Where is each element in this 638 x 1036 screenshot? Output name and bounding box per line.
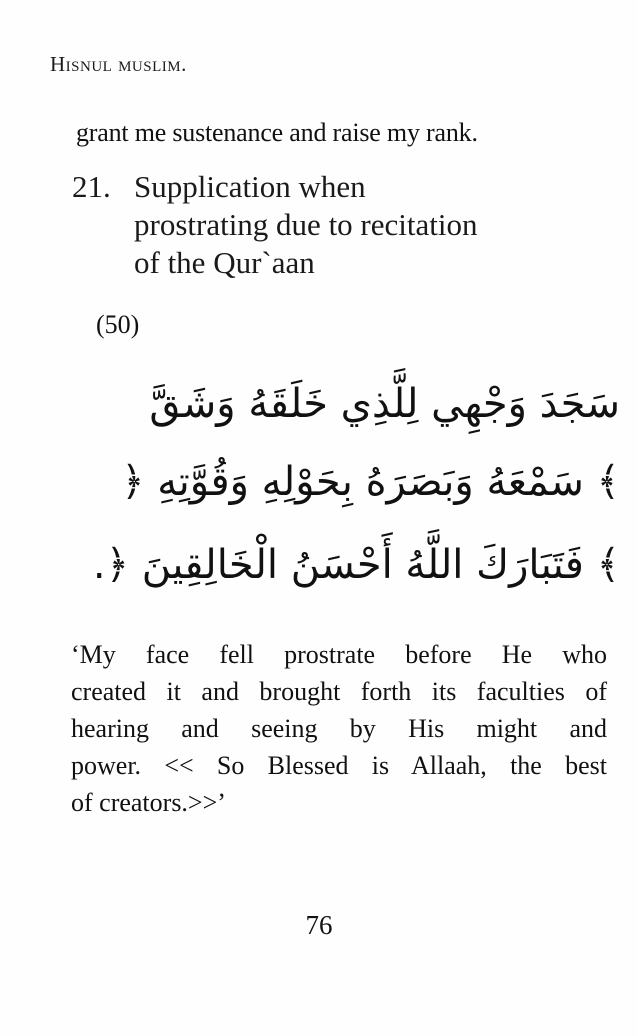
chapter-number: 21. bbox=[72, 169, 111, 204]
arabic-text-line: سَجَدَ وَجْهِي لِلَّذِي خَلَقَهُ وَشَقَّ bbox=[149, 381, 620, 427]
chapter-title-line: Supplication when bbox=[134, 169, 366, 204]
chapter-title-line: prostrating due to recitation bbox=[134, 207, 478, 242]
translation-paragraph bbox=[71, 636, 607, 821]
translation-line: hearing and seeing by His might and bbox=[71, 714, 607, 743]
arabic-text-line: ﴾ فَتَبَارَكَ اللَّهُ أَحْسَنُ الْخَالِقِينَ ﴿. bbox=[92, 542, 620, 588]
chapter-heading bbox=[72, 168, 592, 282]
translation-line: created it and brought forth its faculties of bbox=[71, 677, 607, 706]
arabic-text-line: ﴾ سَمْعَهُ وَبَصَرَهُ بِحَوْلِهِ وَقُوَّتِهِ ﴿ bbox=[121, 459, 620, 505]
chapter-title-line: of the Qur`aan bbox=[134, 245, 315, 280]
translation-line: of creators.>>’ bbox=[71, 788, 226, 817]
page-number: 76 bbox=[305, 910, 333, 940]
translation-line: ‘My face fell prostrate before He who bbox=[71, 640, 607, 669]
reference-number: (50) bbox=[96, 310, 140, 339]
continuation-text: grant me sustenance and raise my rank. bbox=[76, 118, 478, 147]
chapter-heading-line-1 bbox=[72, 168, 592, 206]
running-head: Hisnul muslim. bbox=[50, 52, 187, 76]
translation-line: power. << So Blessed is Allaah, the best bbox=[71, 751, 607, 780]
